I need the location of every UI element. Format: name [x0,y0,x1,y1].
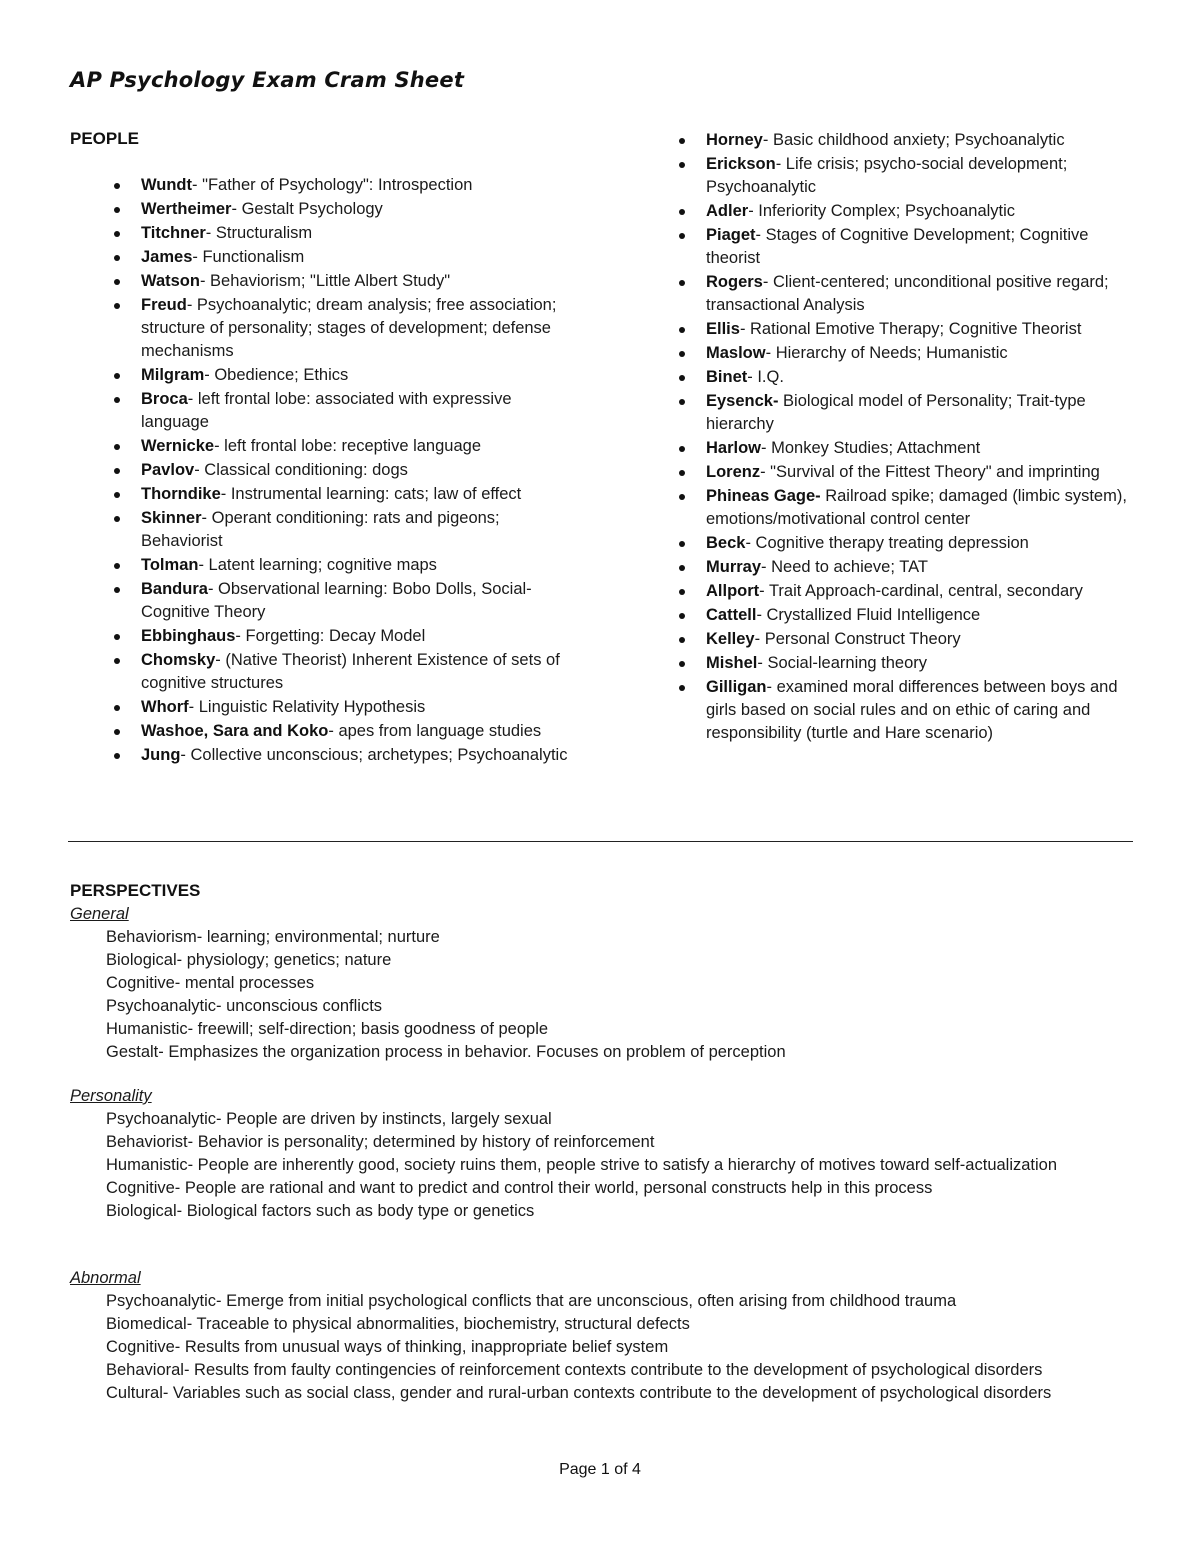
person-name: Eysenck- [706,392,779,410]
people-list-left [110,174,570,768]
person-description: - apes from language studies [328,722,542,740]
perspective-line: Psychoanalytic- Emerge from initial psychological conflicts that are unconscious, often arising from childhood trauma [106,1292,957,1310]
perspective-line: Humanistic- freewill; self-direction; basis goodness of people [106,1020,549,1038]
person-name: Watson [141,272,200,290]
person-name: Allport [706,582,760,600]
perspective-lines-personality [70,1108,1140,1223]
person-item [110,270,570,293]
person-description: - Hierarchy of Needs; Humanistic [765,344,1008,362]
person-description: - Trait Approach-cardinal, central, secondary [759,582,1083,600]
person-name: Whorf [141,698,189,716]
person-name: Maslow [706,344,766,362]
person-description: - Monkey Studies; Attachment [761,439,981,457]
perspective-group-abnormal [70,1267,1140,1405]
person-name: Mishel [706,654,758,672]
person-name: Binet [706,368,748,386]
person-description: - Rational Emotive Therapy; Cognitive Theorist [739,320,1082,338]
person-item [675,580,1135,603]
person-name: Murray [706,558,762,576]
person-item [110,174,570,197]
person-name: Harlow [706,439,762,457]
person-description: - Life crisis; psycho-social development; Psychoanalytic [706,155,1068,196]
person-item [110,625,570,648]
person-item [110,388,570,434]
person-item [110,554,570,577]
perspective-group-general [70,903,1140,1064]
person-name: Tolman [141,556,199,574]
person-name: Jung [141,746,181,764]
people-heading: PEOPLE [70,129,139,148]
person-item [675,366,1135,389]
perspective-line: Biological- Biological factors such as body type or genetics [106,1202,535,1220]
perspective-line: Cognitive- People are rational and want to predict and control their world, personal constructs help in this process [106,1179,933,1197]
person-name: Wundt [141,176,193,194]
person-item [110,435,570,458]
person-description: - left frontal lobe: associated with expressive language [141,390,512,431]
perspective-line: Gestalt- Emphasizes the organization process in behavior. Focuses on problem of perception [106,1043,786,1061]
person-name: Washoe, Sara and Koko [141,722,329,740]
person-name: Lorenz [706,463,761,481]
person-item [110,459,570,482]
person-name: Pavlov [141,461,195,479]
person-item [110,198,570,221]
person-description: - Observational learning: Bobo Dolls, Social-Cognitive Theory [141,580,532,621]
section-divider [68,841,1133,842]
person-item [110,294,570,363]
perspective-line: Cognitive- mental processes [106,974,315,992]
person-name: James [141,248,193,266]
perspective-line: Psychoanalytic- People are driven by instincts, largely sexual [106,1110,552,1128]
person-description: - Latent learning; cognitive maps [198,556,437,574]
person-item [110,744,570,767]
person-description: - I.Q. [747,368,784,386]
person-description: - left frontal lobe: receptive language [214,437,481,455]
person-item [110,696,570,719]
person-item [675,224,1135,270]
person-description: - Social-learning theory [757,654,928,672]
person-name: Wertheimer [141,200,232,218]
person-name: Piaget [706,226,756,244]
person-item [675,461,1135,484]
person-description: - Inferiority Complex; Psychoanalytic [748,202,1016,220]
person-description: - Collective unconscious; archetypes; Psychoanalytic [180,746,568,764]
person-description: - Structuralism [205,224,313,242]
perspective-line: Biomedical- Traceable to physical abnormalities, biochemistry, structural defects [106,1315,690,1333]
person-description: - Basic childhood anxiety; Psychoanalytic [762,131,1065,149]
person-item [110,578,570,624]
person-item [675,652,1135,675]
person-description: - Personal Construct Theory [754,630,961,648]
perspectives-heading: PERSPECTIVES [70,881,201,900]
person-name: Horney [706,131,763,149]
person-name: Cattell [706,606,757,624]
page-number: Page 1 of 4 [559,1461,641,1478]
person-description: - Linguistic Relativity Hypothesis [188,698,426,716]
perspective-line: Psychoanalytic- unconscious conflicts [106,997,383,1015]
person-name: Freud [141,296,187,314]
person-item [675,129,1135,152]
person-item [675,390,1135,436]
perspective-lines-general [70,926,1140,1064]
person-item [675,437,1135,460]
person-item [675,604,1135,627]
person-item [110,222,570,245]
person-name: Phineas Gage- [706,487,821,505]
person-item [110,246,570,269]
person-item [675,628,1135,651]
person-description: - Forgetting: Decay Model [235,627,426,645]
person-description: - Classical conditioning: dogs [194,461,408,479]
person-item [110,364,570,387]
person-item [675,556,1135,579]
perspective-line: Biological- physiology; genetics; nature [106,951,392,969]
person-description: - Operant conditioning: rats and pigeons; Behaviorist [141,509,500,550]
person-description: - "Survival of the Fittest Theory" and imprinting [760,463,1100,481]
person-name: Bandura [141,580,208,598]
perspective-group-personality [70,1085,1140,1223]
person-item [675,342,1135,365]
person-name: Broca [141,390,188,408]
person-description: - (Native Theorist) Inherent Existence of sets of cognitive structures [141,651,560,692]
perspective-line: Behavioral- Results from faulty contingencies of reinforcement contexts contribute to the development of psychological disorders [106,1361,1043,1379]
person-name: Milgram [141,366,205,384]
person-item [675,676,1135,745]
person-item [675,318,1135,341]
person-description: - Need to achieve; TAT [761,558,928,576]
document-title: AP Psychology Exam Cram Sheet [70,68,465,92]
person-description: - Obedience; Ethics [204,366,349,384]
person-description: - Crystallized Fluid Intelligence [756,606,981,624]
person-item [110,507,570,553]
person-name: Kelley [706,630,755,648]
person-name: Thorndike [141,485,221,503]
person-name: Beck [706,534,746,552]
person-name: Ellis [706,320,740,338]
person-description: - Gestalt Psychology [231,200,383,218]
person-name: Gilligan [706,678,767,696]
people-list-right [675,129,1135,746]
person-name: Titchner [141,224,206,242]
perspective-line: Behaviorist- Behavior is personality; determined by history of reinforcement [106,1133,655,1151]
person-item [110,649,570,695]
person-item [675,485,1135,531]
person-description: - "Father of Psychology": Introspection [192,176,473,194]
person-item [675,271,1135,317]
person-name: Erickson [706,155,776,173]
person-description: - Client-centered; unconditional positive regard; transactional Analysis [706,273,1109,314]
person-description: - Cognitive therapy treating depression [745,534,1029,552]
person-name: Skinner [141,509,202,527]
subheading-personality: Personality [70,1087,152,1105]
subheading-general: General [70,905,129,923]
person-name: Wernicke [141,437,215,455]
perspective-lines-abnormal [70,1290,1140,1405]
person-name: Rogers [706,273,763,291]
person-name: Adler [706,202,749,220]
person-description: - Stages of Cognitive Development; Cognitive theorist [706,226,1089,267]
person-description: - Instrumental learning: cats; law of effect [220,485,522,503]
person-description: Railroad spike; damaged (limbic system), emotions/motivational control center [706,487,1127,528]
person-description: - examined moral differences between boys and girls based on social rules and on ethic of caring and responsibility (turtle and Hare scenario) [706,678,1118,742]
person-description: - Behaviorism; "Little Albert Study" [199,272,451,290]
person-item [675,200,1135,223]
perspective-line: Humanistic- People are inherently good, society ruins them, people strive to satisfy a hierarchy of motives toward self-actualization [106,1156,1058,1174]
person-name: Chomsky [141,651,216,669]
perspective-line: Behaviorism- learning; environmental; nurture [106,928,440,946]
subheading-abnormal: Abnormal [70,1269,141,1287]
perspective-line: Cultural- Variables such as social class, gender and rural-urban contexts contribute to the development of psychological disorders [106,1384,1052,1402]
person-item [675,153,1135,199]
person-description: - Psychoanalytic; dream analysis; free association; structure of personality; stages of development; defense mechanisms [141,296,557,360]
person-item [110,483,570,506]
person-item [110,720,570,743]
person-description: Biological model of Personality; Trait-type hierarchy [706,392,1086,433]
person-description: - Functionalism [192,248,305,266]
person-name: Ebbinghaus [141,627,236,645]
perspective-line: Cognitive- Results from unusual ways of thinking, inappropriate belief system [106,1338,669,1356]
person-item [675,532,1135,555]
